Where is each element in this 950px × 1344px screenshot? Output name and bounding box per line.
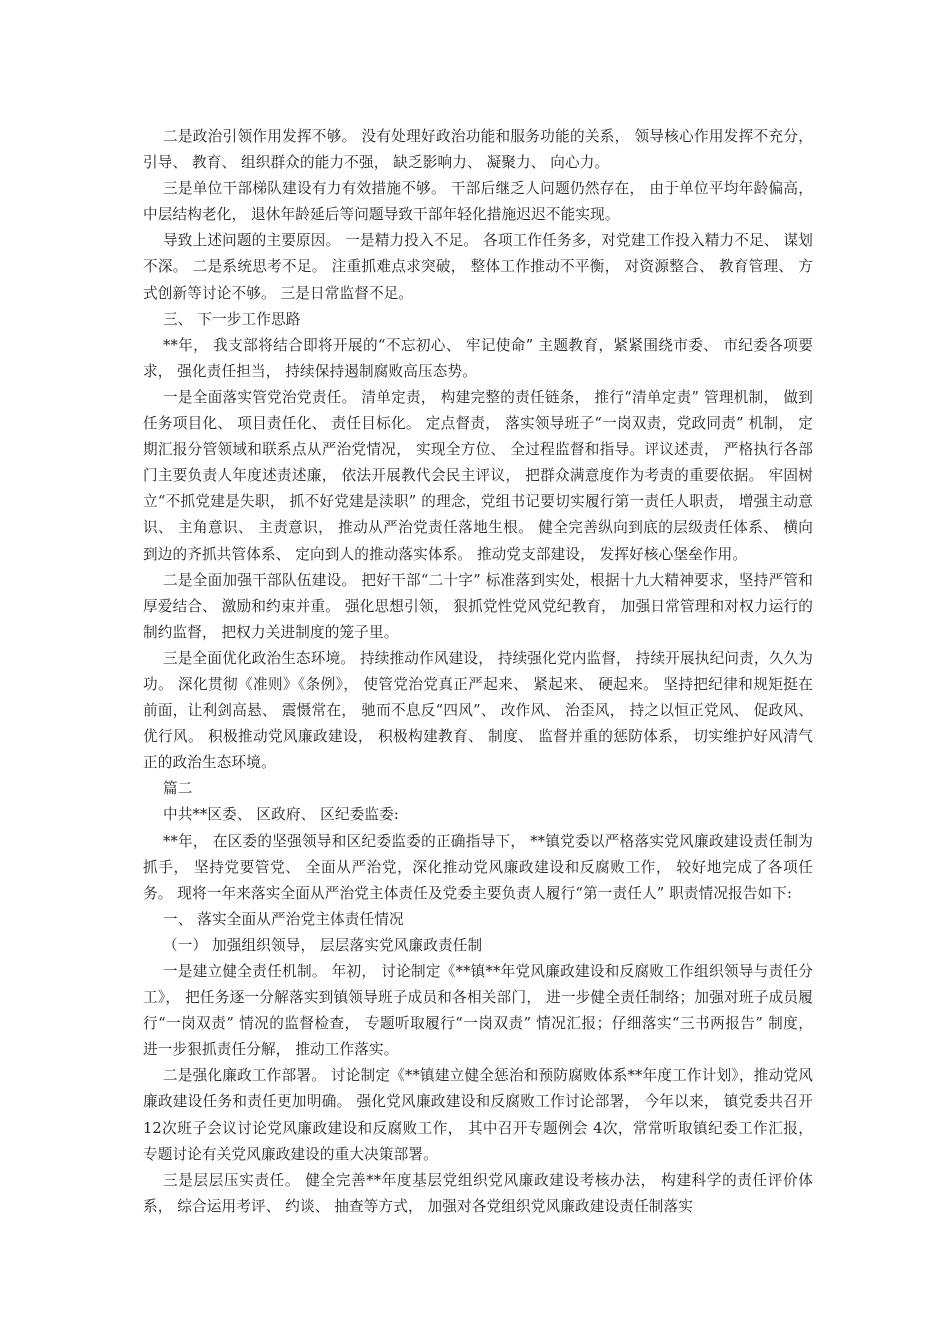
paragraph-report-intro: **年， 在区委的坚强领导和区纪委监委的正确指导下， **镇党委以严格落实党风廉政建设责任制为抓手， 坚持党要管党、 全面从严治党，深化推动党风廉政建设和反腐败工作， 较好地完成了各项任务。 现将一年来落实全面从严治党主体责任及党委主要负责人履行“第一责任人” 职责情况报告如下: xyxy=(143,832,813,902)
paragraph-party-responsibility: 一是全面落实管党治党责任。 清单定责， 构建完整的责任链条， 推行“清单定责” 管理机制， 做到任务项目化、 项目责任化、 责任目标化。 定点督责， 落实领导班子“一岗双责，党政同责” 机制， 定期汇报分管领域和联系点从严治党情况， 实现全方位、 全过程监督和指导。评议述责， 严格执行各部门主要负责人年度述责述廉， 依法开展教代会民主评议， 把群众满意度作为考责的重要依据。 牢固树立“不抓党建是失职， 抓不好党建是渎职” 的理念，党组书记要切实履行第一责任人职责， 增强主动意识、 主角意识、 主责意识， 推动从严治党责任落地生根。 健全完善纵向到底的层级责任体系、 横向到边的齐抓共管体系、 定向到人的推动落实体系。 推动党支部建设， 发挥好核心堡垒作用。 xyxy=(143,388,813,563)
paragraph-layered-responsibility: 三是层层压实责任。 健全完善**年度基层党组织党风廉政建设考核办法， 构建科学的责任评价体系， 综合运用考评、 约谈、 抽查等方式， 加强对各党组织党风廉政建设责任制落实 xyxy=(143,1171,813,1215)
paragraph-integrity-deployment: 二是强化廉政工作部署。 讨论制定《**镇建立健全惩治和预防腐败体系**年度工作计划》，推动党风廉政建设任务和责任更加明确。 强化党风廉政建设和反腐败工作讨论部署， 今年以来， 镇党委共召开 12次班子会议讨论党风廉政建设和反腐败工作， 其中召开专题例会 4次，常常听取镇纪委工作汇报， 专题讨论有关党风廉政建设的重大决策部署。 xyxy=(143,1067,813,1163)
paragraph-cadre-echelon: 三是单位干部梯队建设有力有效措施不够。 干部后继乏人问题仍然存在， 由于单位平均年龄偏高， 中层结构老化， 退休年龄延后等问题导致干部年轻化措施迟迟不能实现。 xyxy=(143,180,813,224)
part-two-heading: 篇二 xyxy=(163,780,193,798)
section-heading-implementation: 一、 落实全面从严治党主体责任情况 xyxy=(163,910,404,928)
paragraph-responsibility-mechanism: 一是建立健全责任机制。 年初， 讨论制定《**镇**年党风廉政建设和反腐败工作组织领导与责任分工》， 把任务逐一分解落实到镇领导班子成员和各相关部门， 进一步健全责任制络；加强对班子成员履行“一岗双责” 情况的监督检查， 专题听取履行“一岗双责” 情况汇报；仔细落实“三书两报告” 制度， 进一步狠抓责任分解， 推动工作落实。 xyxy=(143,963,813,1059)
paragraph-political-ecology: 三是全面优化政治生态环境。 持续推动作风建设， 持续强化党内监督， 持续开展执纪问责，久久为功。 深化贯彻《准则》《条例》， 使管党治党真正严起来、 紧起来、 硬起来。 坚持把纪律和规矩挺在前面，让利剑高悬、 震慑常在， 驰而不息反“四风”、 改作风、 治歪风， 持之以恒正党风、 促政风、 优行风。 积极推动党风廉政建设， 积极构建教育、 制度、 监督并重的惩防体系， 切实维护好风清气正的政治生态环境。 xyxy=(143,649,813,772)
paragraph-cadre-building: 二是全面加强干部队伍建设。 把好干部“二十字” 标准落到实处，根据十九大精神要求，坚持严管和厚爱结合、 激励和约束并重。 强化思想引领， 狠抓党性党风党纪教育， 加强日常管理和对权力运行的制约监督， 把权力关进制度的笼子里。 xyxy=(143,571,813,641)
document-page xyxy=(143,124,813,1220)
subsection-heading-organization: （一） 加强组织领导， 层层落实党风廉政责任制 xyxy=(163,936,483,954)
section-heading-next-steps: 三、 下一步工作思路 xyxy=(163,310,301,328)
paragraph-political-leadership: 二是政治引领作用发挥不够。 没有处理好政治功能和服务功能的关系， 领导核心作用发挥不充分， 引导、 教育、 组织群众的能力不强， 缺乏影响力、 凝聚力、 向心力。 xyxy=(143,128,813,172)
report-addressee: 中共**区委、 区政府、 区纪委监委: xyxy=(163,806,399,824)
paragraph-branch-plan: **年， 我支部将结合即将开展的“不忘初心、 牢记使命” 主题教育，紧紧围绕市委、 市纪委各项要求， 强化责任担当， 持续保持遏制腐败高压态势。 xyxy=(143,336,813,380)
paragraph-main-causes: 导致上述问题的主要原因。 一是精力投入不足。 各项工作任务多，对党建工作投入精力不足、 谋划不深。 二是系统思考不足。 注重抓难点求突破， 整体工作推动不平衡， 对资源整合、 教育管理、 方式创新等讨论不够。 三是日常监督不足。 xyxy=(143,232,813,302)
